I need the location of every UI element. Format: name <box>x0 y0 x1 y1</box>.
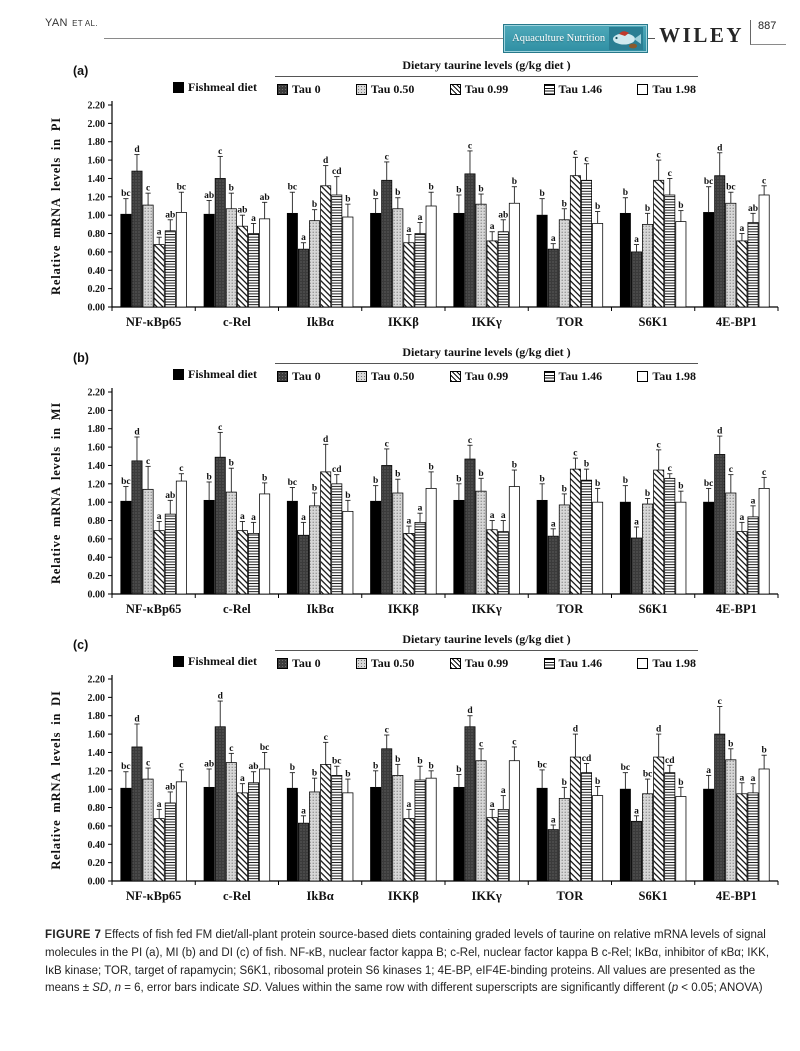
svg-text:b: b <box>456 764 462 775</box>
svg-text:c: c <box>229 743 234 754</box>
badge-wiley-connector <box>648 38 655 39</box>
legend-swatch-tau198 <box>637 658 648 669</box>
svg-text:ab: ab <box>165 490 176 501</box>
svg-text:b: b <box>678 481 684 492</box>
legend-item-tau050: Tau 0.50 <box>356 82 415 97</box>
svg-text:c: c <box>145 456 151 467</box>
svg-text:1.40: 1.40 <box>87 747 105 759</box>
taurine-legend-items <box>275 651 698 671</box>
svg-text:c: c <box>573 147 578 158</box>
legend-swatch-tau146 <box>544 658 555 669</box>
svg-text:b: b <box>594 478 601 489</box>
legend-swatch-tau050 <box>356 371 367 382</box>
svg-text:a: a <box>634 806 639 817</box>
svg-text:0.40: 0.40 <box>87 839 105 851</box>
panel-label-c: (c) <box>73 638 89 652</box>
running-head-etal: ET AL. <box>72 19 98 28</box>
svg-text:c: c <box>667 464 672 475</box>
svg-text:c: c <box>145 183 151 194</box>
svg-text:bc: bc <box>642 769 653 780</box>
svg-text:b: b <box>761 745 767 756</box>
svg-text:bc: bc <box>703 478 714 489</box>
svg-text:bc: bc <box>176 182 187 193</box>
svg-text:ab: ab <box>248 762 259 773</box>
svg-text:4E-BP1: 4E-BP1 <box>715 889 757 903</box>
svg-text:0.40: 0.40 <box>87 552 105 564</box>
svg-text:c: c <box>667 168 672 179</box>
journal-badge <box>503 24 648 53</box>
svg-text:cd: cd <box>665 755 675 766</box>
svg-text:b: b <box>345 769 351 780</box>
figure-caption-text: FIGURE 7 Effects of fish fed FM diet/all-plant protein source-based diets containing graded levels of taurine on relative mRNA levels of signal molecules in the PI (a), MI (b) and DI (c) of fish. NF-κB, nuclear factor kappa B; c-Rel, nuclear factor kappa B c-Rel; IκBα, inhibitor of κBα; IKK, IκB kinase; TOR, target of rapamycin; S6K1, ribosomal protein S6 kinases 1; 4E-BP, eIF4E-binding proteins. All values are presented as the means ± SD, n = 6, error bars indicate SD. Values within the same row with different superscripts are significantly different (p < 0.05; ANOVA) <box>45 929 770 995</box>
svg-text:0.00: 0.00 <box>87 876 105 888</box>
svg-text:c: c <box>384 152 389 163</box>
svg-text:c: c <box>467 435 473 446</box>
svg-text:d: d <box>656 724 662 735</box>
svg-text:ab: ab <box>165 210 176 221</box>
svg-text:a: a <box>750 774 756 785</box>
svg-text:2.00: 2.00 <box>87 118 105 130</box>
svg-text:1.60: 1.60 <box>87 729 105 741</box>
svg-text:c: c <box>656 150 661 161</box>
svg-text:1.20: 1.20 <box>87 192 105 204</box>
svg-text:b: b <box>311 768 318 779</box>
svg-text:TOR: TOR <box>556 315 584 329</box>
legend-item-tau050: Tau 0.50 <box>356 656 415 671</box>
legend-swatch-tau0 <box>277 371 288 382</box>
svg-text:b: b <box>561 199 567 210</box>
svg-text:a: a <box>406 224 412 235</box>
svg-text:1.80: 1.80 <box>87 137 105 149</box>
svg-text:a: a <box>301 233 306 244</box>
svg-text:a: a <box>301 806 306 817</box>
svg-text:c: c <box>584 154 589 165</box>
svg-text:a: a <box>251 213 256 224</box>
svg-text:0.20: 0.20 <box>87 284 105 296</box>
legend-item-tau099: Tau 0.99 <box>450 656 509 671</box>
taurine-levels-title: Dietary taurine levels (g/kg diet ) <box>275 632 698 651</box>
legend-swatch-tau0 <box>277 658 288 669</box>
legend-swatch-tau146 <box>544 84 555 95</box>
svg-text:a: a <box>156 227 162 238</box>
svg-text:0.60: 0.60 <box>87 247 105 259</box>
svg-text:a: a <box>706 765 712 776</box>
svg-text:ab: ab <box>259 192 270 203</box>
legend-swatch-tau198 <box>637 84 648 95</box>
taurine-legend-block <box>275 58 698 97</box>
svg-text:a: a <box>251 512 256 523</box>
svg-text:a: a <box>550 815 556 826</box>
svg-text:b: b <box>511 460 518 471</box>
svg-text:c: c <box>218 146 223 157</box>
svg-text:Relative mRNA levels in MI: Relative mRNA levels in MI <box>49 401 63 585</box>
svg-text:a: a <box>156 511 162 522</box>
legend-item-fishmeal: Fishmeal diet <box>173 654 257 671</box>
bar-chart-mi <box>45 386 786 626</box>
svg-text:a: a <box>240 511 245 522</box>
svg-text:S6K1: S6K1 <box>638 602 668 616</box>
taurine-legend-block <box>275 632 698 671</box>
svg-text:a: a <box>417 503 423 514</box>
svg-text:a: a <box>634 517 639 528</box>
svg-text:b: b <box>539 189 545 200</box>
header-rule <box>104 38 503 39</box>
taurine-levels-title: Dietary taurine levels (g/kg diet ) <box>275 345 698 364</box>
svg-text:bc: bc <box>703 177 714 188</box>
svg-text:c: c <box>323 732 328 743</box>
svg-text:b: b <box>428 462 434 473</box>
svg-text:b: b <box>728 739 734 750</box>
svg-text:c: c <box>384 439 389 450</box>
legend-swatch-tau146 <box>544 371 555 382</box>
svg-text:b: b <box>428 761 434 772</box>
taurine-legend-items <box>275 364 698 384</box>
svg-text:0.40: 0.40 <box>87 265 105 277</box>
svg-text:b: b <box>289 763 296 774</box>
svg-text:c: c <box>512 737 517 748</box>
svg-text:0.00: 0.00 <box>87 302 105 314</box>
chart-c-legend <box>173 632 698 671</box>
svg-text:b: b <box>372 189 379 200</box>
svg-text:d: d <box>134 427 140 438</box>
svg-text:IkBα: IkBα <box>306 315 334 329</box>
legend-item-tau099: Tau 0.99 <box>450 82 509 97</box>
svg-text:a: a <box>739 773 745 784</box>
svg-text:c: c <box>384 725 389 736</box>
svg-text:1.00: 1.00 <box>87 784 105 796</box>
svg-text:b: b <box>644 203 651 214</box>
panel-label-b: (b) <box>73 351 89 365</box>
legend-item-tau0: Tau 0 <box>277 656 321 671</box>
svg-text:4E-BP1: 4E-BP1 <box>715 315 757 329</box>
running-head-authors: YAN <box>45 17 68 29</box>
svg-text:b: b <box>456 185 462 196</box>
svg-text:a: a <box>301 512 306 523</box>
svg-text:c: c <box>762 467 767 478</box>
svg-text:d: d <box>134 714 140 725</box>
svg-text:d: d <box>217 691 223 702</box>
chart-a-legend <box>173 58 698 97</box>
svg-text:b: b <box>539 474 545 485</box>
svg-text:1.60: 1.60 <box>87 442 105 454</box>
chart-panel-b <box>45 345 786 626</box>
svg-text:b: b <box>345 490 351 501</box>
svg-text:S6K1: S6K1 <box>638 315 668 329</box>
svg-text:NF-κBp65: NF-κBp65 <box>125 315 182 329</box>
svg-text:a: a <box>500 786 506 797</box>
svg-text:2.20: 2.20 <box>87 387 105 399</box>
svg-text:d: d <box>134 145 140 156</box>
svg-text:b: b <box>644 489 651 500</box>
svg-text:b: b <box>417 756 423 767</box>
svg-text:IKKβ: IKKβ <box>387 889 419 903</box>
svg-text:bc: bc <box>287 477 298 488</box>
svg-text:TOR: TOR <box>556 602 584 616</box>
svg-text:cd: cd <box>581 753 592 764</box>
svg-text:b: b <box>228 458 234 469</box>
svg-text:d: d <box>717 143 723 154</box>
svg-text:bc: bc <box>620 763 631 774</box>
svg-text:a: a <box>739 512 745 523</box>
svg-text:ab: ab <box>204 759 215 770</box>
svg-text:0.80: 0.80 <box>87 516 105 528</box>
svg-text:0.00: 0.00 <box>87 589 105 601</box>
page-header <box>45 8 786 52</box>
svg-text:d: d <box>323 156 329 167</box>
svg-text:IkBα: IkBα <box>306 889 334 903</box>
svg-text:a: a <box>500 511 506 522</box>
legend-swatch-tau050 <box>356 658 367 669</box>
legend-item-tau099: Tau 0.99 <box>450 369 509 384</box>
svg-text:1.60: 1.60 <box>87 155 105 167</box>
svg-text:b: b <box>395 188 401 199</box>
svg-text:ab: ab <box>237 205 248 216</box>
journal-badge-label: Aquaculture Nutrition <box>512 32 606 44</box>
svg-text:2.20: 2.20 <box>87 674 105 686</box>
svg-text:1.80: 1.80 <box>87 424 105 436</box>
running-head <box>45 13 98 31</box>
svg-text:c: c <box>145 758 151 769</box>
svg-text:a: a <box>156 799 162 810</box>
legend-item-tau146: Tau 1.46 <box>544 82 603 97</box>
page-number: 887 <box>750 20 786 45</box>
svg-text:b: b <box>583 459 590 470</box>
legend-item-tau198: Tau 1.98 <box>637 656 696 671</box>
svg-text:1.20: 1.20 <box>87 479 105 491</box>
svg-text:a: a <box>550 234 556 245</box>
svg-text:b: b <box>311 483 318 494</box>
svg-text:a: a <box>240 774 245 785</box>
svg-text:NF-κBp65: NF-κBp65 <box>125 602 182 616</box>
svg-text:ab: ab <box>747 203 759 214</box>
svg-text:c: c <box>762 176 767 187</box>
svg-text:2.00: 2.00 <box>87 405 105 417</box>
svg-text:b: b <box>206 472 212 483</box>
legend-item-tau0: Tau 0 <box>277 82 321 97</box>
chart-panel-c <box>45 632 786 913</box>
svg-text:c: c <box>179 464 184 475</box>
svg-text:b: b <box>678 201 684 212</box>
svg-text:IkBα: IkBα <box>306 602 334 616</box>
svg-text:d: d <box>717 426 723 437</box>
svg-text:1.80: 1.80 <box>87 711 105 723</box>
svg-text:c: c <box>717 697 722 708</box>
svg-text:b: b <box>478 184 484 195</box>
legend-item-tau198: Tau 1.98 <box>637 82 696 97</box>
svg-text:c: c <box>656 440 661 451</box>
svg-text:2.00: 2.00 <box>87 692 105 704</box>
svg-text:bc: bc <box>121 762 131 773</box>
svg-text:0.60: 0.60 <box>87 534 105 546</box>
svg-text:bc: bc <box>259 742 270 753</box>
svg-text:1.00: 1.00 <box>87 210 105 222</box>
svg-text:ab: ab <box>204 190 215 201</box>
svg-text:c: c <box>467 141 473 152</box>
svg-text:ab: ab <box>165 782 176 793</box>
legend-swatch-tau050 <box>356 84 367 95</box>
svg-text:c: c <box>478 739 484 750</box>
svg-text:c: c <box>179 760 184 771</box>
legend-swatch-fishmeal <box>173 82 184 93</box>
svg-text:b: b <box>561 777 567 788</box>
svg-text:Relative mRNA levels in DI: Relative mRNA levels in DI <box>49 690 63 870</box>
publisher-logo: WILEY <box>659 22 744 47</box>
svg-text:IKKγ: IKKγ <box>471 315 502 329</box>
svg-text:b: b <box>561 484 567 495</box>
svg-text:Relative mRNA levels in PI: Relative mRNA levels in PI <box>49 117 63 295</box>
svg-text:0.80: 0.80 <box>87 803 105 815</box>
svg-text:cd: cd <box>332 465 342 476</box>
svg-text:a: a <box>550 519 556 530</box>
svg-text:a: a <box>750 496 756 507</box>
taurine-levels-title: Dietary taurine levels (g/kg diet ) <box>275 58 698 77</box>
svg-text:bc: bc <box>726 182 736 193</box>
svg-text:a: a <box>406 799 412 810</box>
svg-text:0.80: 0.80 <box>87 229 105 241</box>
svg-text:IKKγ: IKKγ <box>471 889 502 903</box>
svg-text:b: b <box>428 182 434 193</box>
svg-text:b: b <box>228 183 234 194</box>
svg-text:a: a <box>406 516 412 527</box>
legend-swatch-fishmeal <box>173 656 184 667</box>
svg-text:c: c <box>218 422 223 433</box>
svg-text:1.00: 1.00 <box>87 497 105 509</box>
svg-text:b: b <box>622 476 629 487</box>
legend-item-tau146: Tau 1.46 <box>544 656 603 671</box>
svg-text:IKKβ: IKKβ <box>387 602 419 616</box>
svg-text:d: d <box>467 706 473 717</box>
svg-text:2.20: 2.20 <box>87 100 105 112</box>
svg-text:bc: bc <box>287 182 298 193</box>
bar-chart-di <box>45 673 786 913</box>
svg-text:a: a <box>739 224 745 235</box>
svg-text:0.20: 0.20 <box>87 571 105 583</box>
svg-text:1.20: 1.20 <box>87 766 105 778</box>
svg-text:c-Rel: c-Rel <box>222 602 251 616</box>
svg-text:IKKγ: IKKγ <box>471 602 502 616</box>
legend-swatch-fishmeal <box>173 369 184 380</box>
panel-label-a: (a) <box>73 64 89 78</box>
svg-text:c-Rel: c-Rel <box>222 889 251 903</box>
legend-swatch-tau099 <box>450 371 461 382</box>
fish-logo-icon <box>609 27 643 50</box>
svg-text:b: b <box>395 469 401 480</box>
svg-text:cd: cd <box>332 167 342 178</box>
svg-text:d: d <box>323 434 329 445</box>
legend-item-tau146: Tau 1.46 <box>544 369 603 384</box>
svg-text:b: b <box>395 754 401 765</box>
svg-text:b: b <box>622 188 629 199</box>
svg-text:c: c <box>728 465 733 476</box>
svg-text:1.40: 1.40 <box>87 173 105 185</box>
legend-item-tau050: Tau 0.50 <box>356 369 415 384</box>
svg-text:b: b <box>372 476 379 487</box>
svg-text:bc: bc <box>537 760 547 771</box>
svg-text:b: b <box>311 200 318 211</box>
svg-text:b: b <box>511 177 518 188</box>
legend-swatch-tau099 <box>450 84 461 95</box>
svg-text:bc: bc <box>332 756 342 767</box>
legend-swatch-tau198 <box>637 371 648 382</box>
svg-text:b: b <box>478 468 484 479</box>
svg-text:bc: bc <box>121 189 131 200</box>
legend-item-fishmeal: Fishmeal diet <box>173 367 257 384</box>
legend-item-tau0: Tau 0 <box>277 369 321 384</box>
legend-swatch-tau099 <box>450 658 461 669</box>
svg-text:0.60: 0.60 <box>87 821 105 833</box>
taurine-legend-items <box>275 77 698 97</box>
svg-text:c-Rel: c-Rel <box>222 315 251 329</box>
svg-text:b: b <box>456 474 462 485</box>
taurine-legend-block <box>275 345 698 384</box>
svg-text:a: a <box>634 235 639 246</box>
svg-text:b: b <box>372 761 379 772</box>
svg-text:b: b <box>678 777 684 788</box>
svg-text:S6K1: S6K1 <box>638 889 668 903</box>
legend-swatch-tau0 <box>277 84 288 95</box>
svg-text:TOR: TOR <box>556 889 584 903</box>
svg-text:b: b <box>594 202 601 213</box>
svg-text:1.40: 1.40 <box>87 460 105 472</box>
svg-text:b: b <box>345 194 351 205</box>
bar-chart-pi <box>45 99 786 339</box>
svg-text:c: c <box>573 448 578 459</box>
svg-text:a: a <box>417 213 423 224</box>
svg-text:NF-κBp65: NF-κBp65 <box>125 889 182 903</box>
svg-text:a: a <box>489 799 495 810</box>
svg-text:a: a <box>489 222 495 233</box>
legend-item-fishmeal: Fishmeal diet <box>173 80 257 97</box>
legend-item-tau198: Tau 1.98 <box>637 369 696 384</box>
svg-text:d: d <box>572 724 579 735</box>
svg-text:b: b <box>594 776 601 787</box>
svg-text:ab: ab <box>498 210 509 221</box>
svg-text:b: b <box>261 473 268 484</box>
svg-text:0.20: 0.20 <box>87 858 105 870</box>
svg-text:a: a <box>489 511 495 522</box>
svg-text:IKKβ: IKKβ <box>387 315 419 329</box>
svg-text:bc: bc <box>121 477 131 488</box>
chart-panel-a <box>45 58 786 339</box>
svg-text:4E-BP1: 4E-BP1 <box>715 602 757 616</box>
chart-b-legend <box>173 345 698 384</box>
